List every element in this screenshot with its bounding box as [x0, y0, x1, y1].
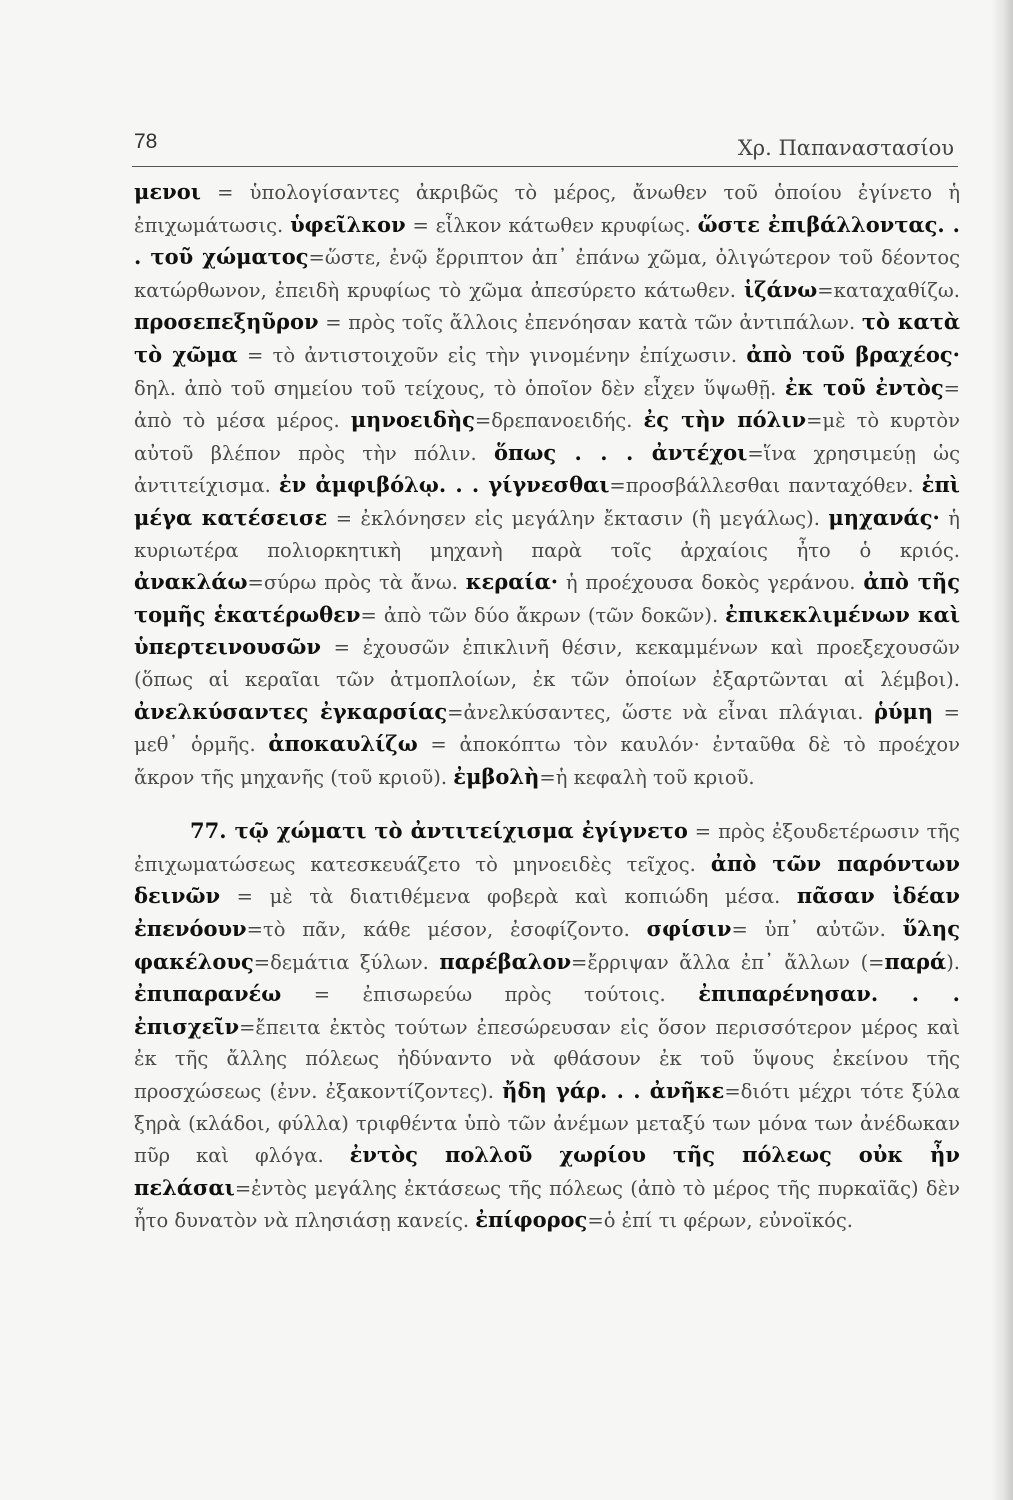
- lemma-term: ἐπὶ μέγα κατέσεισε: [134, 472, 960, 530]
- gloss-text: =ἔρριψαν ἄλλα ἐπ᾽ ἄλλων (=: [571, 950, 885, 974]
- lemma-term: πᾶσαν ἰδέαν ἐπενόουν: [134, 883, 960, 942]
- lemma-term: ὅπως . . . ἀντέχοι: [493, 439, 748, 465]
- lemma-term: ἀνελκύσαντες ἐγκαρσίας: [134, 698, 448, 724]
- lemma-term: ἐπίφορος: [475, 1207, 588, 1233]
- commentary-body: [134, 176, 960, 1237]
- gloss-text: = ἐπισωρεύω πρὸς τούτοις.: [281, 983, 699, 1007]
- gloss-text: = μὲ τὰ διατιθέμενα φοβερὰ καὶ κοπιώδη μέσα.: [220, 885, 797, 909]
- lemma-term: κεραία·: [465, 569, 559, 595]
- lemma-term: ἀπὸ τῆς τομῆς ἑκατέρωθεν: [134, 569, 960, 627]
- gloss-text: ).: [946, 950, 960, 974]
- lemma-term: ὕλης φακέλους: [134, 916, 960, 974]
- gloss-text: = μεθ᾽ ὁρμῆς.: [134, 700, 960, 757]
- gloss-text: = ὑπολογίσαντες ἀκριβῶς τὸ μέρος, ἄνωθεν τοῦ ὁποίου ἐγίνετο ἡ ἐπιχωμάτωσις.: [134, 181, 960, 237]
- gloss-text: =τὸ πᾶν, κάθε μέσον, ἐσοφίζοντο.: [246, 918, 647, 942]
- lemma-term: προσεπεξηῦρον: [134, 309, 319, 335]
- lemma-term: ἀποκαυλίζω: [268, 731, 418, 757]
- gloss-text: =καταχαθίζω.: [817, 278, 960, 302]
- lemma-term: ἐπικεκλιμένων καὶ ὑπερτεινουσῶν: [134, 601, 960, 660]
- gloss-text: =ἐντὸς μεγάλης ἐκτάσεως τῆς πόλεως (ἀπὸ τὸ μέρος τῆς πυρκαϊᾶς) δὲν ἦτο δυνατὸν νὰ πλησιάσῃ κανείς.: [134, 1176, 960, 1233]
- lemma-term: ἱζάνω: [743, 276, 818, 302]
- gloss-text: =δρεπανοειδής.: [474, 409, 644, 433]
- lemma-term: ἐπιπαρανέω: [134, 981, 282, 1007]
- gloss-text: =ὁ ἐπί τι φέρων, εὐνοϊκός.: [587, 1209, 854, 1233]
- lemma-term: ἐκ τοῦ ἐντὸς: [784, 374, 944, 400]
- running-head: Χρ. Παπαναστασίου: [737, 136, 954, 160]
- lemma-term: ἀνακλάω: [134, 569, 248, 595]
- lemma-term: ἐς τὴν πόλιν: [643, 407, 807, 433]
- gloss-text: ἡ κυριωτέρα πολιορκητικὴ μηχανὴ παρὰ τοῖς ἀρχαίοις ἦτο ὁ κριός.: [134, 506, 960, 562]
- gloss-text: =διότι μέχρι τότε ξύλα ξηρὰ (κλάδοι, φύλλα) τριφθέντα ὑπὸ τῶν ἀνέμων μεταξύ των μόνα των ἀνέδωκαν πῦρ καὶ φλόγα.: [134, 1080, 960, 1168]
- commentary-paragraph: [134, 176, 960, 793]
- lemma-term: ὑφεῖλκον: [290, 211, 406, 237]
- gloss-text: =ἡ κεφαλὴ τοῦ κριοῦ.: [539, 765, 755, 789]
- lemma-term: ἤδη γάρ. . . ἀνῆκε: [502, 1078, 725, 1104]
- page-number: 78: [134, 130, 158, 153]
- lemma-term: μηνοειδὴς: [350, 407, 475, 433]
- lemma-term: ἐμβολὴ: [453, 763, 540, 789]
- gloss-text: δηλ. ἀπὸ τοῦ σημείου τοῦ τείχους, τὸ ὁποῖον δὲν εἶχεν ὕψωθῇ.: [134, 376, 785, 400]
- lemma-term: ῥύμη: [873, 698, 934, 724]
- gloss-text: = ἀποκόπτω τὸν καυλόν· ἐνταῦθα δὲ τὸ προέχον ἄκρον τῆς μηχανῆς (τοῦ κριοῦ).: [134, 733, 960, 789]
- page-edge-shadow: [991, 0, 1013, 1500]
- lemma-term: ἀπὸ τῶν παρόντων δεινῶν: [134, 850, 960, 909]
- gloss-text: = ἐχουσῶν ἐπικλινῆ θέσιν, κεκαμμένων καὶ προεξεχουσῶν (ὅπως αἱ κεραῖαι τῶν ἀτμοπλοίων, ἐκ τῶν ὁποίων ἐξαρτῶνται αἱ λέμβοι).: [134, 636, 960, 691]
- lemma-term: τὸ κατὰ τὸ χῶμα: [134, 309, 960, 367]
- gloss-text: =ὥστε, ἐνῷ ἔρριπτον ἀπ᾽ ἐπάνω χῶμα, ὀλιγώτερον τοῦ δέοντος κατώρθωνον, ἐπειδὴ κρυφίως τὸ χῶμα ἀπεσύρετο κάτωθεν.: [134, 246, 960, 302]
- gloss-text: ἡ προέχουσα δοκὸς γεράνου.: [558, 571, 864, 595]
- lemma-term: ἐν ἀμφιβόλῳ. . . γίγνεσθαι: [278, 472, 610, 498]
- gloss-text: =ἔπειτα ἐκτὸς τούτων ἐπεσώρευσαν εἰς ὅσον περισσότερον μέρος καὶ ἐκ τῆς ἄλλης πόλεως ἠδύναντο νὰ φθάσουν ἐκ τοῦ ὕψους ἐκείνου τῆς προσχώσεως (ἐνν. ἐξακοντίζοντες).: [134, 1015, 960, 1104]
- lemma-term: ὥστε ἐπιβάλλοντας. . . τοῦ χώματος: [134, 211, 960, 270]
- gloss-text: =προσβάλλεσθαι πανταχόθεν.: [609, 474, 922, 498]
- lemma-term: 77. τῷ χώματι τὸ ἀντιτείχισμα ἐγίγνετο: [190, 818, 688, 844]
- gloss-text: = τὸ ἀντιστοιχοῦν εἰς τὴν γινομένην ἐπίχωσιν.: [237, 343, 747, 367]
- lemma-term: ἀπὸ τοῦ βραχέος·: [746, 341, 960, 367]
- gloss-text: = ὑπ᾽ αὐτῶν.: [731, 918, 903, 942]
- lemma-term: μηχανάς·: [828, 504, 940, 530]
- lemma-term: ἐντὸς πολλοῦ χωρίου τῆς πόλεως οὐκ ἦν πελάσαι: [134, 1142, 960, 1200]
- gloss-text: = ἀπὸ τὸ μέσα μέρος.: [134, 376, 960, 433]
- gloss-text: =σύρω πρὸς τὰ ἄνω.: [247, 571, 466, 595]
- lemma-term: μενοι: [134, 179, 201, 204]
- page-header: [132, 126, 958, 167]
- gloss-text: = ἀπὸ τῶν δύο ἄκρων (τῶν δοκῶν).: [360, 603, 726, 627]
- gloss-text: = πρὸς ἐξουδετέρωσιν τῆς ἐπιχωματώσεως κατεσκευάζετο τὸ μηνοειδὲς τεῖχος.: [134, 820, 960, 876]
- lemma-term: παρέβαλον: [439, 948, 572, 974]
- lemma-term: ἐπιπαρένησαν. . . ἐπισχεῖν: [134, 981, 960, 1039]
- gloss-text: = εἷλκον κάτωθεν κρυφίως.: [405, 213, 698, 237]
- commentary-paragraph: [134, 815, 960, 1237]
- gloss-text: =ἀνελκύσαντες, ὥστε νὰ εἶναι πλάγιαι.: [447, 700, 874, 724]
- lemma-term: σφίσιν: [646, 916, 732, 942]
- gloss-text: =ἵνα χρησιμεύῃ ὡς ἀντιτείχισμα.: [134, 441, 960, 498]
- lemma-term: παρά: [884, 948, 947, 974]
- gloss-text: = ἐκλόνησεν εἰς μεγάλην ἔκτασιν (ἢ μεγάλως).: [327, 506, 829, 530]
- gloss-text: =μὲ τὸ κυρτὸν αὐτοῦ βλέπον πρὸς τὴν πόλιν.: [134, 409, 961, 465]
- gloss-text: =δεμάτια ξύλων.: [253, 950, 440, 974]
- gloss-text: = πρὸς τοῖς ἄλλοις ἐπενόησαν κατὰ τῶν ἀντιπάλων.: [318, 311, 862, 335]
